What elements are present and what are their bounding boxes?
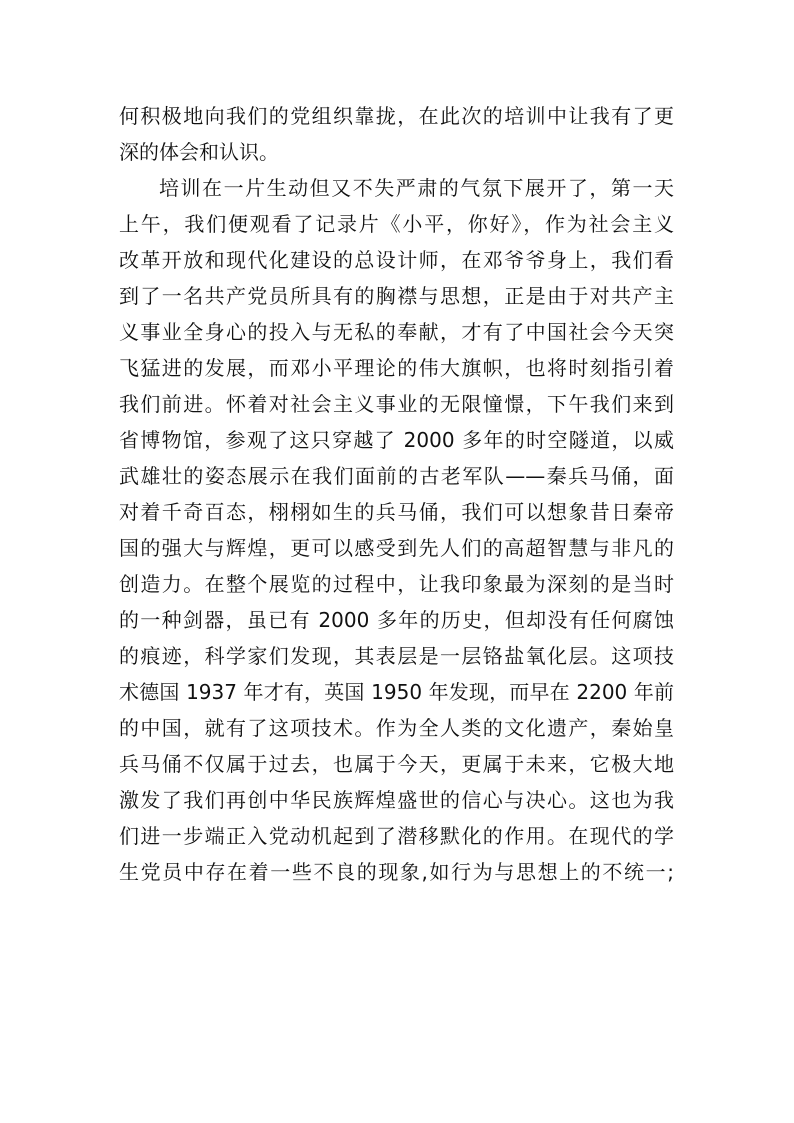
text-line: 生党员中存在着一些不良的现象,如行为与思想上的不统一; xyxy=(119,860,674,884)
text-line: 省博物馆，参观了这只穿越了 2000 多年的时空隧道，以威 xyxy=(119,428,674,452)
text-line: 的一种剑器，虽已有 2000 多年的历史，但却没有任何腐蚀 xyxy=(119,608,674,632)
text-line: 义事业全身心的投入与无私的奉献，才有了中国社会今天突 xyxy=(119,320,674,344)
text-line: 国的强大与辉煌，更可以感受到先人们的高超智慧与非凡的 xyxy=(119,536,674,560)
text-line: 飞猛进的发展，而邓小平理论的伟大旗帜，也将时刻指引着 xyxy=(119,356,674,380)
text-line: 改革开放和现代化建设的总设计师，在邓爷爷身上，我们看 xyxy=(119,248,674,272)
text-line: 兵马俑不仅属于过去，也属于今天，更属于未来，它极大地 xyxy=(119,752,674,776)
text-line: 到了一名共产党员所具有的胸襟与思想，正是由于对共产主 xyxy=(119,284,674,308)
text-line: 术德国 1937 年才有，英国 1950 年发现，而早在 2200 年前 xyxy=(119,680,674,704)
text-line: 对着千奇百态，栩栩如生的兵马俑，我们可以想象昔日秦帝 xyxy=(119,500,674,524)
text-line: 何积极地向我们的党组织靠拢，在此次的培训中让我有了更 xyxy=(119,104,674,128)
text-line: 武雄壮的姿态展示在我们面前的古老军队——秦兵马俑，面 xyxy=(119,464,674,488)
text-line: 深的体会和认识。 xyxy=(119,140,279,164)
text-line: 们进一步端正入党动机起到了潜移默化的作用。在现代的学 xyxy=(119,824,674,848)
text-line: 的中国，就有了这项技术。作为全人类的文化遗产，秦始皇 xyxy=(119,716,674,740)
text-line: 培训在一片生动但又不失严肃的气氛下展开了，第一天 xyxy=(159,176,674,200)
text-line: 的痕迹，科学家们发现，其表层是一层铬盐氧化层。这项技 xyxy=(119,644,674,668)
text-line: 我们前进。怀着对社会主义事业的无限憧憬，下午我们来到 xyxy=(119,392,674,416)
text-line: 创造力。在整个展览的过程中，让我印象最为深刻的是当时 xyxy=(119,572,674,596)
body-text xyxy=(119,98,674,890)
text-line: 上午，我们便观看了记录片《小平，你好》，作为社会主义 xyxy=(119,212,674,236)
text-line: 激发了我们再创中华民族辉煌盛世的信心与决心。这也为我 xyxy=(119,788,674,812)
